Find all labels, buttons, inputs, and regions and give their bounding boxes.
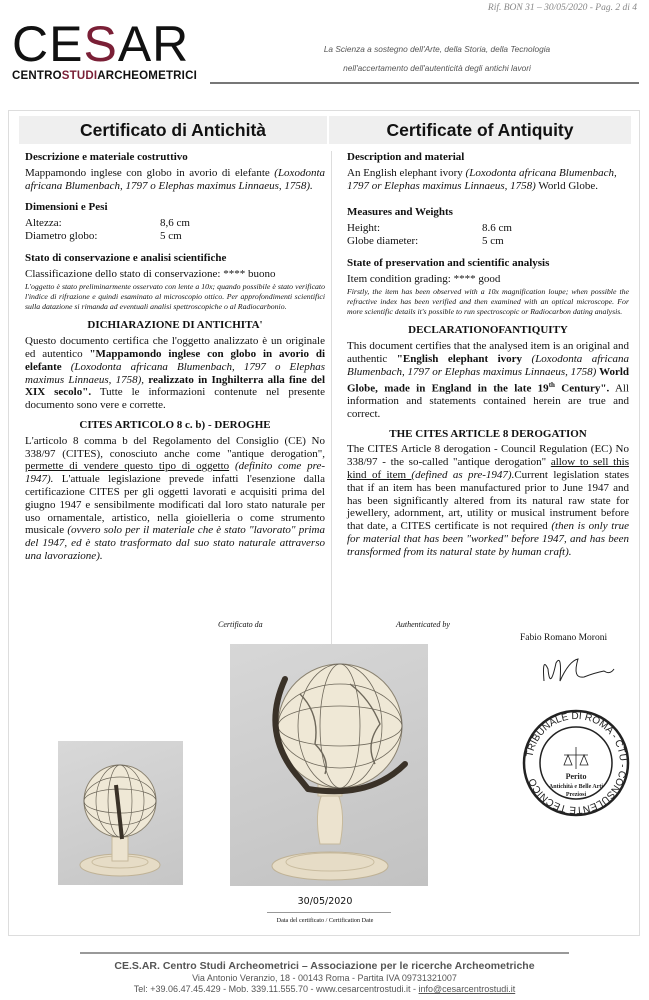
analysis-note: L'oggetto è stato preliminarmente osservato con lente a 10x; quando possibile è stato verificato l'indice di rifrazione e quindi esaminato al microscopio ottico. Per approfondimenti scientifici sulla datazione si rimanda ad eventuali analisi spettroscopiche o al Radiocarbonio. <box>25 282 325 312</box>
title-italian: Certificato di Antichità <box>19 116 327 144</box>
footer-contacts: Tel: +39.06.47.45.429 - Mob. 339.11.555.70 - www.cesarcentrostudi.it - info@cesarcentrostudi.it <box>133 984 516 994</box>
state-heading: Stato di conservazione e analisi scientifiche <box>25 251 227 264</box>
svg-text:TRIBUNALE DI ROMA - CTU - CONS: TRIBUNALE DI ROMA - CTU - CONSULENTE TECNICO <box>524 710 629 816</box>
analysis-note: Firstly, the item has been observed with a 10x magnification loupe; when possible the refractive index has been verified and then examined with an optical microscope. For more scientific details it's possible to run spectroscopic or Radiocarbon dating analysis. <box>347 287 629 317</box>
cites-heading: THE CITES ARTICLE 8 DEROGATION <box>389 427 587 440</box>
scales-icon <box>564 747 588 769</box>
certified-by-label: Certificato da <box>218 620 263 629</box>
english-column <box>347 151 629 559</box>
dimension-row: Globe diameter: 5 cm <box>347 234 504 247</box>
declaration-heading: DICHIARAZIONE DI ANTICHITA' <box>87 319 263 332</box>
cites-text: The CITES Article 8 derogation - Council Regulation (EC) No 338/97 - the so-called "antique derogation" allow to sell this kind of item (defined as pre-1947).Current legislation states that if an item has been manufactured prior to June 1947 and has been significantly altered from its natural raw state for jewellery, adornment, art, utility or musical instrument before that date, a CITES certificate is not required (then is only true for material that has been "worked" before 1947, and has been transformed from its natural state by human craft). <box>347 443 629 558</box>
footer <box>0 960 649 995</box>
globe-photo-front <box>230 644 428 886</box>
footer-divider <box>80 952 569 954</box>
italian-column <box>25 151 325 563</box>
logo-wordmark: CESAR <box>12 16 190 72</box>
page-reference: Rif. BON 31 – 30/05/2020 - Pag. 2 di 4 <box>487 3 637 13</box>
description-text: An English elephant ivory (Loxodonta africana Blumenbach, 1797 or Elephas maximus Linnaeus, 1758) World Globe. <box>347 166 617 192</box>
dimensions-heading: Dimensioni e Pesi <box>25 201 108 214</box>
email-link[interactable]: info@cesarcentrostudi.it <box>418 984 516 994</box>
dimension-row: Height: 8.6 cm <box>347 222 512 235</box>
condition-grading: Classificazione dello stato di conservazione: **** buono <box>25 267 276 280</box>
condition-grading: Item condition grading: **** good <box>347 272 501 285</box>
description-heading: Descrizione e materiale costruttivo <box>25 151 188 163</box>
svg-text:Preziosi: Preziosi <box>565 792 587 798</box>
footer-organization: CE.S.AR. Centro Studi Archeometrici – Associazione per le ricerche Archeometriche <box>114 960 535 972</box>
state-heading: State of preservation and scientific analysis <box>347 256 550 269</box>
certificate-frame <box>8 110 640 936</box>
declaration-text: Questo documento certifica che l'oggetto analizzato è un originale ed autentico "Mappamondo inglese con globo in avorio di elefante (Loxodonta africana Blumenbach, 1797 o Elephas maximus Linnaeus, 1758), realizzato in Inghilterra alla fine del XIX secolo". Tutte le informazioni contenute nel presente documento sono vere e corrette. <box>25 335 326 412</box>
dimensions-heading: Measures and Weights <box>347 206 453 219</box>
cesar-logo <box>12 16 232 82</box>
description-text: Mappamondo inglese con globo in avorio di elefante (Loxodonta africana Blumenbach, 1797 o Elephas maximus Linnaeus, 1758). <box>25 166 326 192</box>
description-heading: Description and material <box>347 151 465 163</box>
date-divider <box>267 912 391 913</box>
footer-address: Via Antonio Veranzio, 18 - 00143 Roma - Partita IVA 09731321007 <box>192 973 457 983</box>
cites-text: L'articolo 8 comma b del Regolamento del Consiglio (CE) No 338/97 (CITES), conosciuto anche come "antique derogation", permette di vendere questo tipo di oggetto (definito come pre-1947). L'attuale legislazione prevede infatti l'esenzione dalla certificazione CITES per gli oggetti lavorati e acquisiti prima del giugno 1947 e sensibilmente modificati dal loro stato naturale per uso ornamentale, artistico, nella gioielleria o come strumento musicale (ovvero solo per il materiale che è stato "lavorato" prima del 1947, ed è stato trasformato dal suo stato naturale attraverso una lavorazione). <box>25 434 325 562</box>
certification-date: 30/05/2020 <box>297 896 353 907</box>
declaration-heading: DECLARATIONOFANTIQUITY <box>408 324 568 337</box>
signature-icon <box>544 659 615 681</box>
title-english: Certificate of Antiquity <box>329 116 631 144</box>
cites-heading: CITES ARTICOLO 8 c. b) - DEROGHE <box>79 418 271 431</box>
globe-photo-side <box>58 741 183 885</box>
tagline: La Scienza a sostegno dell'Arte, della Storia, della Tecnologia nell'accertamento dell'autenticità degli antichi lavori <box>323 44 551 73</box>
signer-name: Fabio Romano Moroni <box>520 633 608 643</box>
expert-seal <box>514 651 634 821</box>
header-divider <box>210 82 639 84</box>
dimension-row: Diametro globo: 5 cm <box>25 229 182 242</box>
certification-date-label: Data del certificato / Certification Date <box>276 917 374 924</box>
dimension-row: Altezza: 8,6 cm <box>25 217 190 230</box>
svg-text:Antichità e Belle Arti: Antichità e Belle Arti <box>548 784 604 790</box>
logo-subtitle: CENTROSTUDIARCHEOMETRICI <box>12 70 197 82</box>
svg-text:Perito: Perito <box>565 772 587 781</box>
authenticated-by-label: Authenticated by <box>396 620 450 629</box>
declaration-text: This document certifies that the analysed item is an original and authentic "English elephant ivory (Loxodonta africana Blumenbach, 1797 or Elephas maximus Linnaeus, 1758) World Globe, made in England in the late 19th Century". All information and statements contained herein are true and correct. <box>347 340 630 420</box>
column-divider <box>331 151 332 701</box>
